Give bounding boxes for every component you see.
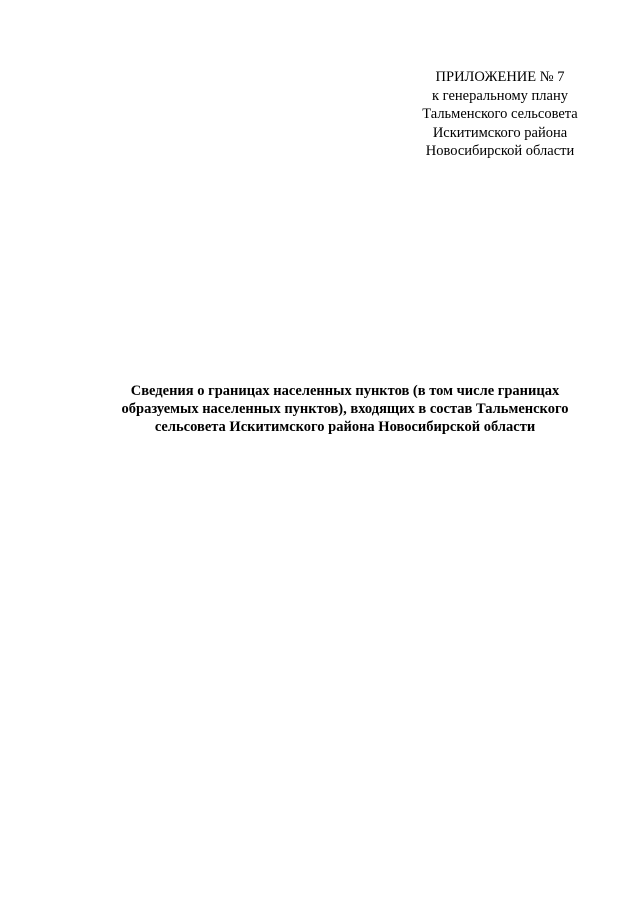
appendix-settlement: Тальменского сельсовета: [422, 106, 578, 122]
document-title-line-3: сельсовета Искитимского района Новосибирской области: [154, 419, 536, 435]
appendix-region: Новосибирской области: [425, 143, 575, 159]
appendix-reference: к генеральному плану: [432, 87, 568, 104]
appendix-number: ПРИЛОЖЕНИЕ № 7: [435, 69, 565, 85]
appendix-district: Искитимского района: [432, 124, 568, 141]
document-title-line-2: образуемых населенных пунктов), входящих в состав Тальменского: [121, 401, 569, 417]
document-title-line-1: Сведения о границах населенных пунктов (в том числе границах: [130, 383, 560, 399]
document-title: [80, 382, 610, 436]
appendix-header: [400, 68, 600, 161]
